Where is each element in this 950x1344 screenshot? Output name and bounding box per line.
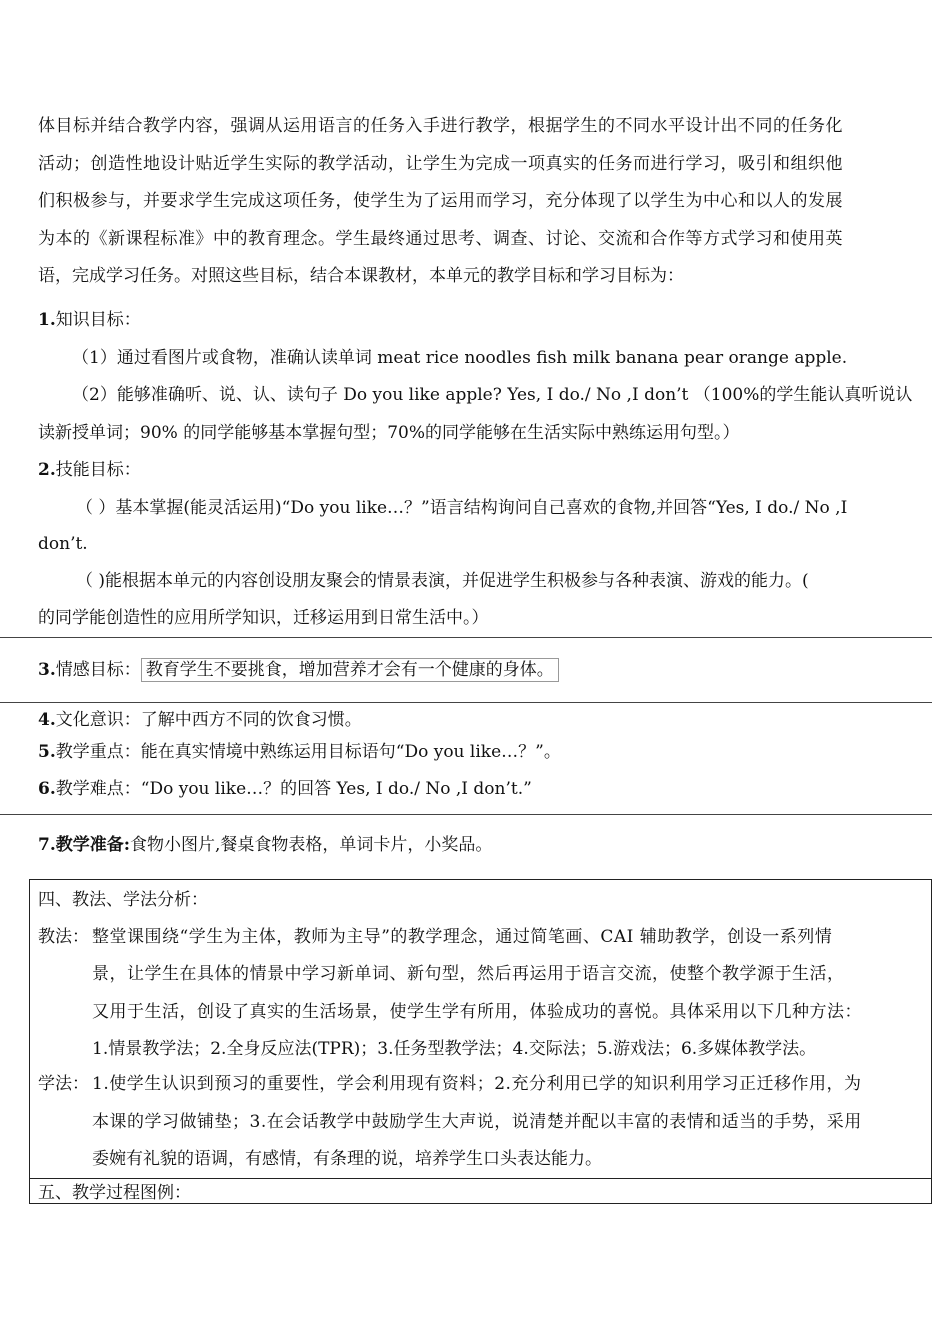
intro-line-1: 体目标并结合教学内容，强调从运用语言的任务入手进行教学，根据学生的不同水平设计出不同的任务化 (38, 116, 843, 136)
divider-3 (0, 814, 932, 815)
knowledge-item-2-cont: 读新授单词；90% 的同学能够基本掌握句型；70%的同学能够在生活实际中熟练运用句型。） (38, 423, 740, 443)
focus-title: 教学重点： (55, 742, 141, 762)
divider-2 (0, 702, 932, 703)
teaching-line-2: 景，让学生在具体的情景中学习新单词、新句型，然后再运用于语言交流，使整个教学源于生活， (92, 964, 845, 984)
teaching-line-4: 1.情景教学法；2.全身反应法(TPR)；3.任务型教学法；4.交际法；5.游戏法；6.多媒体教学法。 (92, 1039, 817, 1059)
learning-line-2: 本课的学习做铺垫；3.在会话教学中鼓励学生大声说，说清楚并配以丰富的表情和适当的手势，采用 (92, 1112, 862, 1132)
prep-row (38, 834, 492, 856)
focus-num: 5. (38, 742, 56, 762)
table-divider (30, 1178, 931, 1179)
intro-line-4: 为本的《新课程标准》中的教育理念。学生最终通过思考、调查、讨论、交流和合作等方式学习和使用英 (38, 229, 843, 249)
culture-row (38, 709, 362, 731)
section5-title: 五、教学过程图例： (38, 1183, 191, 1203)
difficulty-num: 6. (38, 779, 56, 799)
skill-item-1-cont: don’t. (38, 534, 88, 554)
teaching-line-3: 又用于生活，创设了真实的生活场景，使学生学有所用，体验成功的喜悦。具体采用以下几种方法： (92, 1002, 862, 1022)
knowledge-num: 1. (38, 310, 56, 330)
intro-line-2: 活动；创造性地设计贴近学生实际的教学活动，让学生为完成一项真实的任务而进行学习，吸引和组织他 (38, 154, 843, 174)
knowledge-title: 知识目标： (55, 310, 141, 330)
intro-line-3: 们积极参与，并要求学生完成这项任务，使学生为了运用而学习，充分体现了以学生为中心和以人的发展 (38, 191, 843, 211)
emotion-text: 教育学生不要挑食，增加营养才会有一个健康的身体。 (141, 658, 559, 682)
culture-num: 4. (38, 710, 56, 730)
focus-row (38, 741, 561, 763)
difficulty-text: “Do you like…？的回答 Yes, I do./ No ,I don’t.” (140, 779, 532, 799)
skill-num: 2. (38, 460, 56, 480)
learning-line-1: 1.使学生认识到预习的重要性，学会利用现有资料；2.充分利用已学的知识利用学习正迁移作用，为 (92, 1074, 862, 1094)
difficulty-title: 教学难点： (55, 779, 141, 799)
learning-label: 学法： (38, 1074, 89, 1094)
skill-item-2-cont: 的同学能创造性的应用所学知识，迁移运用到日常生活中。） (38, 608, 489, 628)
teaching-label: 教法： (38, 927, 89, 947)
section4-title: 四、教法、学法分析： (38, 890, 208, 910)
knowledge-item-2: （2）能够准确听、说、认、读句子 Do you like apple? Yes, I do./ No ,I don’t （100%的学生能认真听说认 (72, 385, 913, 405)
prep-text: 食物小图片,餐桌食物表格，单词卡片，小奖品。 (130, 835, 493, 855)
difficulty-row (38, 778, 532, 800)
teaching-line-1: 整堂课围绕“学生为主体，教师为主导”的教学理念，通过简笔画、CAI 辅助教学，创设一系列情 (92, 927, 833, 947)
knowledge-heading (38, 309, 141, 331)
skill-item-1: （ ）基本掌握(能灵活运用)“Do you like…？”语言结构询问自己喜欢的食物,并回答“Yes, I do./ No ,I (76, 498, 848, 518)
learning-line-3: 委婉有礼貌的语调，有感情，有条理的说，培养学生口头表达能力。 (92, 1149, 602, 1169)
emotion-row (38, 658, 559, 682)
culture-title: 文化意识： (55, 710, 141, 730)
prep-title: 教学准备: (55, 835, 131, 855)
prep-num: 7. (38, 835, 56, 855)
emotion-title: 情感目标： (55, 660, 141, 680)
skill-item-2: （ )能根据本单元的内容创设朋友聚会的情景表演，并促进学生积极参与各种表演、游戏的能力。( (76, 571, 809, 591)
methods-table (29, 879, 932, 1204)
divider-1 (0, 637, 932, 638)
emotion-num: 3. (38, 660, 56, 680)
skill-title: 技能目标： (55, 460, 141, 480)
culture-text: 了解中西方不同的饮食习惯。 (140, 710, 362, 730)
focus-text: 能在真实情境中熟练运用目标语句“Do you like…？”。 (140, 742, 561, 762)
skill-heading (38, 459, 141, 481)
intro-line-5: 语，完成学习任务。对照这些目标，结合本课教材，本单元的教学目标和学习目标为： (38, 266, 684, 286)
knowledge-item-1: （1）通过看图片或食物，准确认读单词 meat rice noodles fish milk banana pear orange apple. (72, 348, 848, 368)
